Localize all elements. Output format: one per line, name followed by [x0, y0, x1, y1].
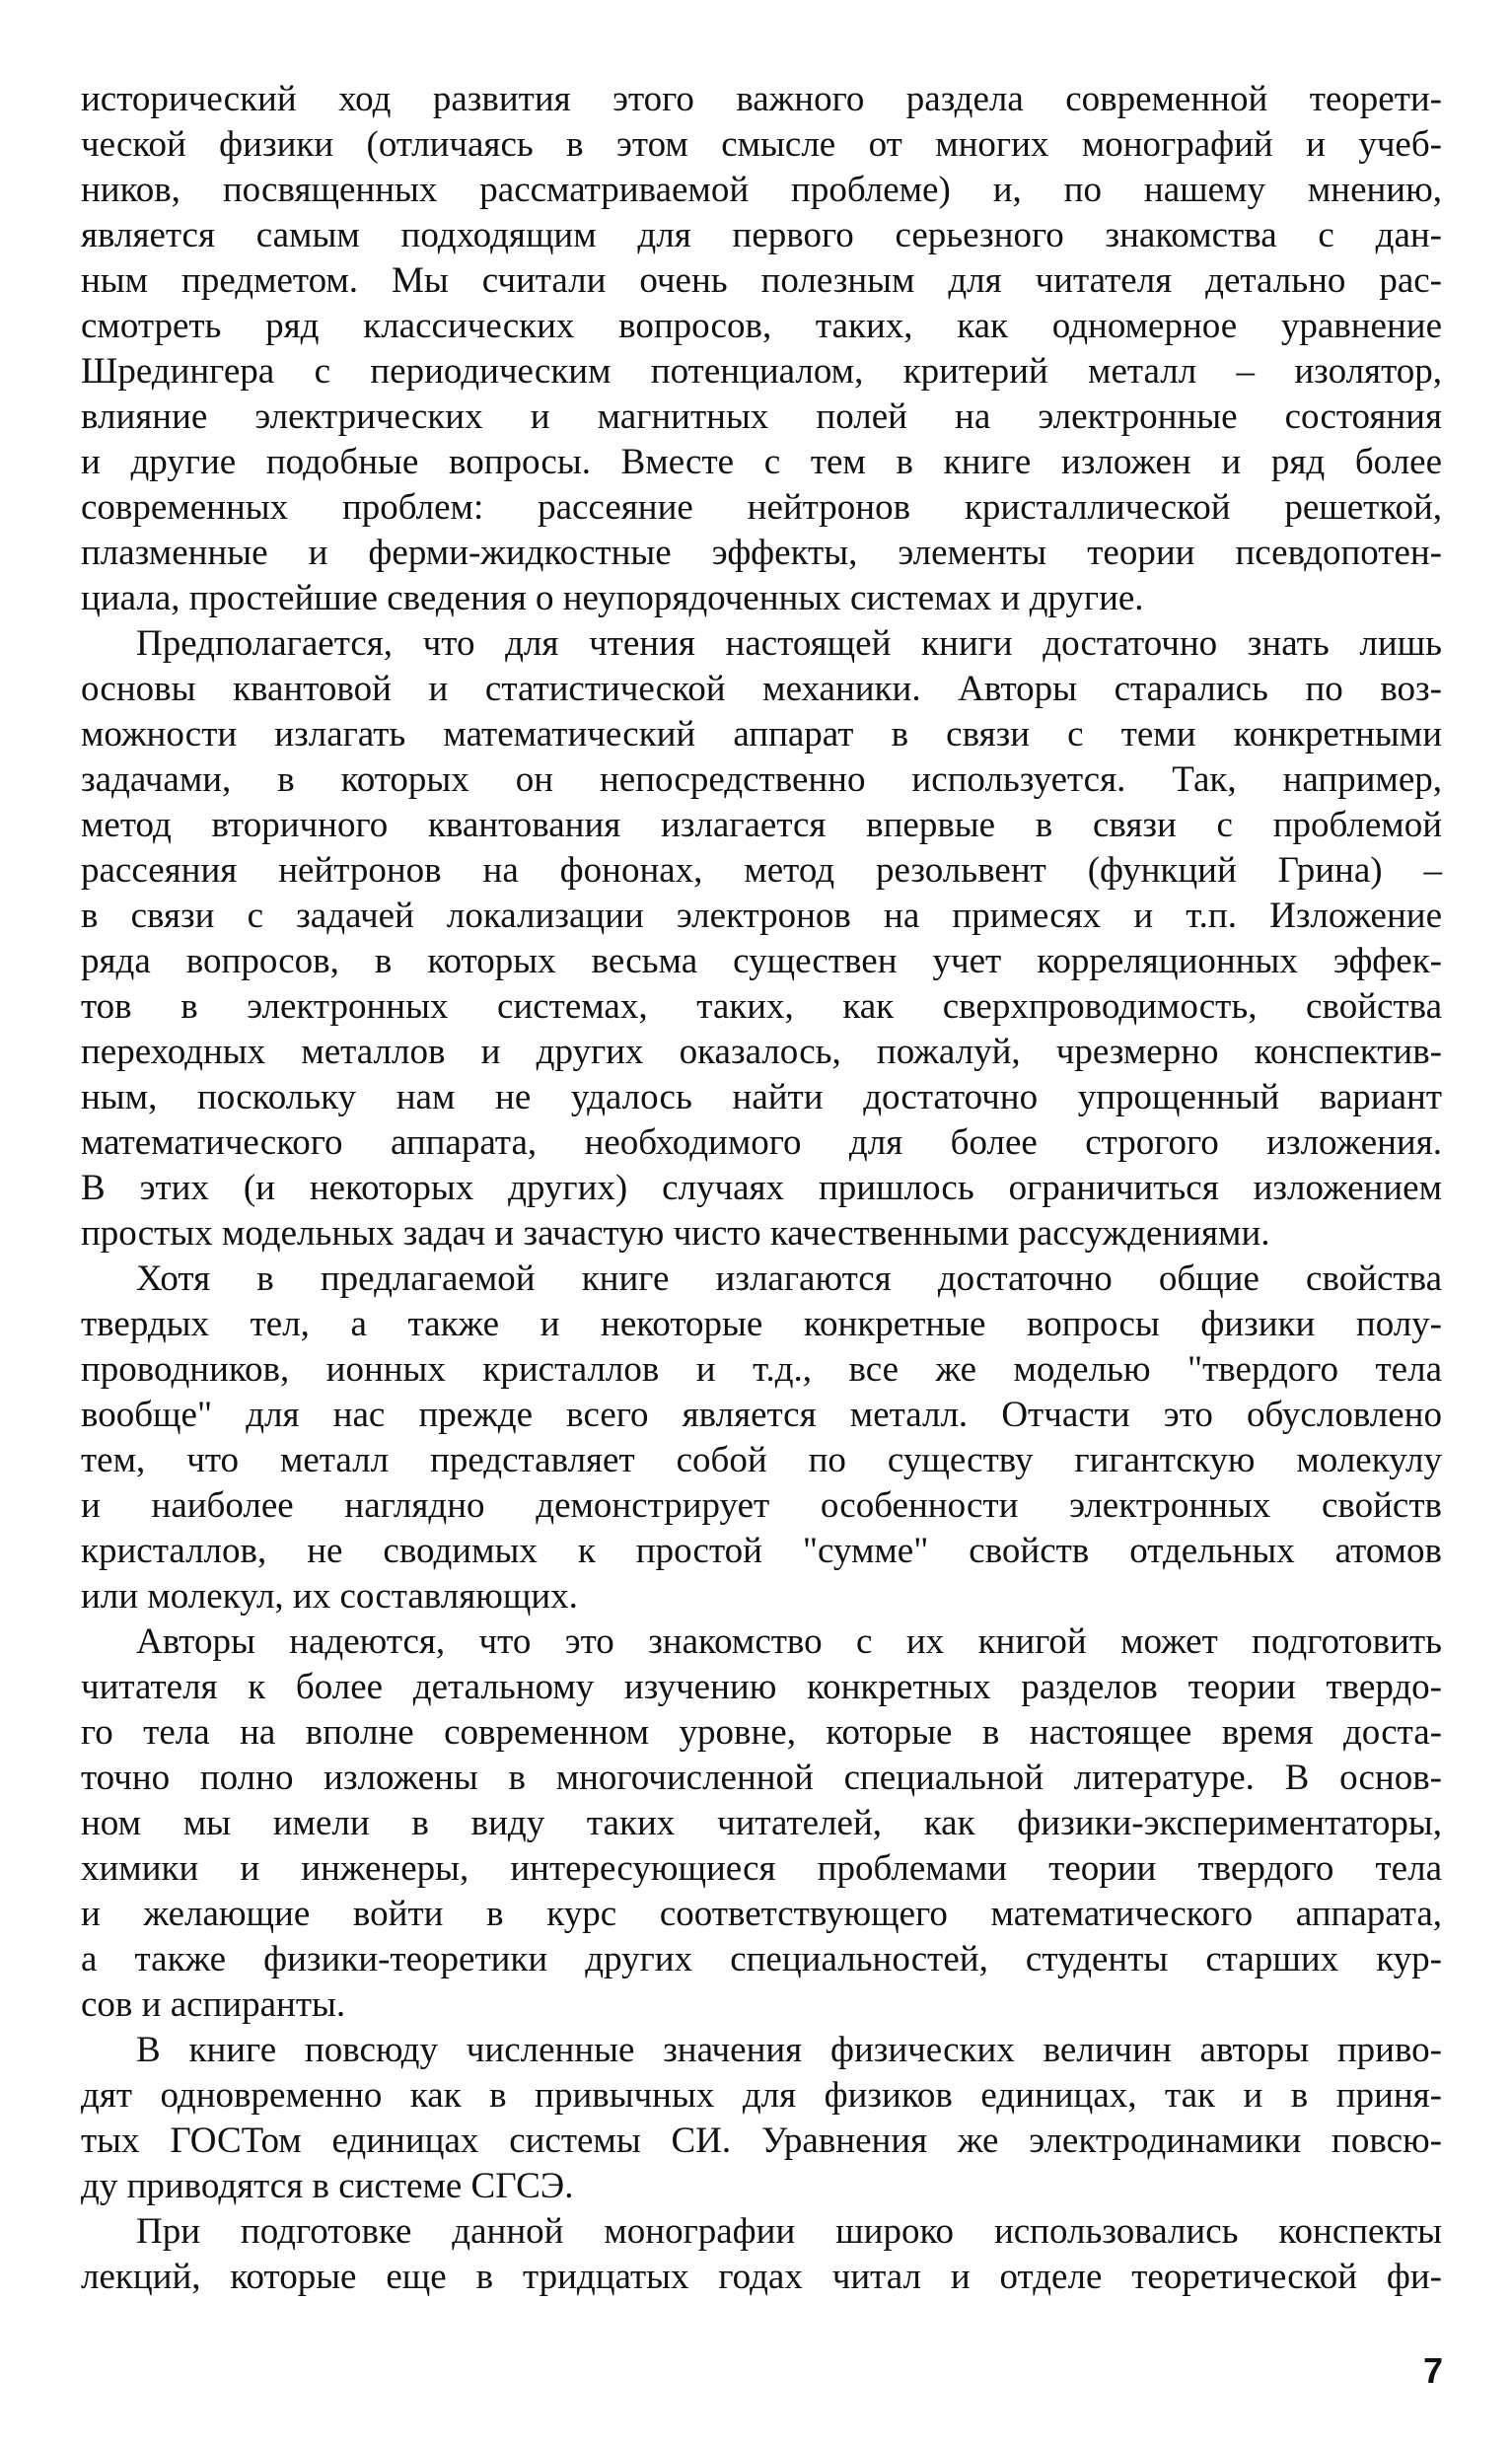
text-line: основы квантовой и статистической механики. Авторы старались по воз-: [81, 669, 1442, 709]
text-line: тем, что металл представляет собой по существу гигантскую молекулу: [81, 1440, 1442, 1480]
text-line: проводников, ионных кристаллов и т.д., все же моделью "твердого тела: [81, 1349, 1442, 1390]
text-line: тых ГОСТом единицах системы СИ. Уравнения же электродинамики повсю-: [81, 2121, 1442, 2161]
text-line: ным, поскольку нам не удалось найти достаточно упрощенный вариант: [81, 1077, 1442, 1117]
text-line: ников, посвященных рассматриваемой проблеме) и, по нашему мнению,: [81, 170, 1442, 210]
text-line: ным предметом. Мы считали очень полезным для читателя детально рас-: [81, 260, 1442, 301]
text-line: и другие подобные вопросы. Вместе с тем в книге изложен и ряд более: [81, 442, 1442, 482]
text-line: читателя к более детальному изучению конкретных разделов теории твердо-: [81, 1667, 1442, 1707]
text-line: Предполагается, что для чтения настоящей книги достаточно знать лишь: [136, 623, 1442, 664]
paragraph-6: [81, 2209, 1442, 2300]
paragraph-2: [81, 621, 1442, 1257]
text-line: можности излагать математический аппарат в связи с теми конкретными: [81, 714, 1442, 755]
paragraph-3: [81, 1257, 1442, 1619]
text-line: Авторы надеются, что это знакомство с их книгой может подготовить: [136, 1621, 1442, 1662]
text-line: ду приводятся в системе СГСЭ.: [81, 2166, 574, 2206]
text-line: простых модельных задач и зачастую чисто качественными рассуждениями.: [81, 1213, 1270, 1254]
text-line: смотреть ряд классических вопросов, таких, как одномерное уравнение: [81, 306, 1442, 346]
text-line: В книге повсюду численные значения физических величин авторы приво-: [136, 2030, 1442, 2070]
text-line: дят одновременно как в привычных для физиков единицах, так и в приня-: [81, 2075, 1442, 2116]
text-line: кристаллов, не сводимых к простой "сумме" свойств отдельных атомов: [81, 1531, 1442, 1571]
text-line: математического аппарата, необходимого для более строгого изложения.: [81, 1122, 1442, 1163]
text-line: химики и инженеры, интересующиеся проблемами теории твердого тела: [81, 1848, 1442, 1889]
text-line: лекций, которые еще в тридцатых годах читал и отделе теоретической фи-: [81, 2257, 1442, 2297]
text-line: циала, простейшие сведения о неупорядоченных системах и другие.: [81, 578, 1144, 618]
text-line: влияние электрических и магнитных полей на электронные состояния: [81, 396, 1442, 437]
paragraph-1: [81, 77, 1442, 621]
text-line: метод вторичного квантования излагается впервые в связи с проблемой: [81, 805, 1442, 845]
text-line: твердых тел, а также и некоторые конкретные вопросы физики полу-: [81, 1304, 1442, 1344]
document-page: [81, 77, 1442, 2300]
text-line: При подготовке данной монографии широко использовались конспекты: [136, 2211, 1442, 2252]
text-line: и наиболее наглядно демонстрирует особенности электронных свойств: [81, 1485, 1442, 1526]
text-line: и желающие войти в курс соответствующего математического аппарата,: [81, 1894, 1442, 1934]
text-line: тов в электронных системах, таких, как сверхпроводимость, свойства: [81, 986, 1442, 1027]
text-line: современных проблем: рассеяние нейтронов кристаллической решеткой,: [81, 487, 1442, 528]
text-line: или молекул, их составляющих.: [81, 1576, 578, 1617]
text-line: вообще" для нас прежде всего является металл. Отчасти это обусловлено: [81, 1395, 1442, 1435]
text-line: точно полно изложены в многочисленной специальной литературе. В основ-: [81, 1758, 1442, 1798]
text-line: рассеяния нейтронов на фононах, метод резольвент (функций Грина) –: [81, 850, 1442, 891]
text-line: в связи с задачей локализации электронов на примесях и т.п. Изложение: [81, 896, 1442, 936]
paragraph-4: [81, 1619, 1442, 2028]
text-line: а также физики-теоретики других специальностей, студенты старших кур-: [81, 1939, 1442, 1979]
text-line: ном мы имели в виду таких читателей, как физики-экспериментаторы,: [81, 1803, 1442, 1843]
text-line: переходных металлов и других оказалось, пожалуй, чрезмерно конспектив-: [81, 1032, 1442, 1072]
paragraph-5: [81, 2028, 1442, 2209]
text-line: ческой физики (отличаясь в этом смысле от многих монографий и учеб-: [81, 124, 1442, 165]
text-line: го тела на вполне современном уровне, которые в настоящее время доста-: [81, 1712, 1442, 1753]
text-line: Хотя в предлагаемой книге излагаются достаточно общие свойства: [136, 1258, 1442, 1299]
text-line: ряда вопросов, в которых весьма существен учет корреляционных эффек-: [81, 941, 1442, 981]
text-line: сов и аспиранты.: [81, 1984, 346, 2025]
text-line: задачами, в которых он непосредственно используется. Так, например,: [81, 759, 1442, 800]
page-number: 7: [1422, 2350, 1443, 2391]
text-line: исторический ход развития этого важного раздела современной теорети-: [81, 79, 1442, 119]
text-line: В этих (и некоторых других) случаях пришлось ограничиться изложением: [81, 1168, 1442, 1208]
text-line: является самым подходящим для первого серьезного знакомства с дан-: [81, 215, 1442, 255]
text-line: Шредингера с периодическим потенциалом, критерий металл – изолятор,: [81, 351, 1442, 392]
text-line: плазменные и ферми-жидкостные эффекты, элементы теории псевдопотен-: [81, 533, 1442, 573]
